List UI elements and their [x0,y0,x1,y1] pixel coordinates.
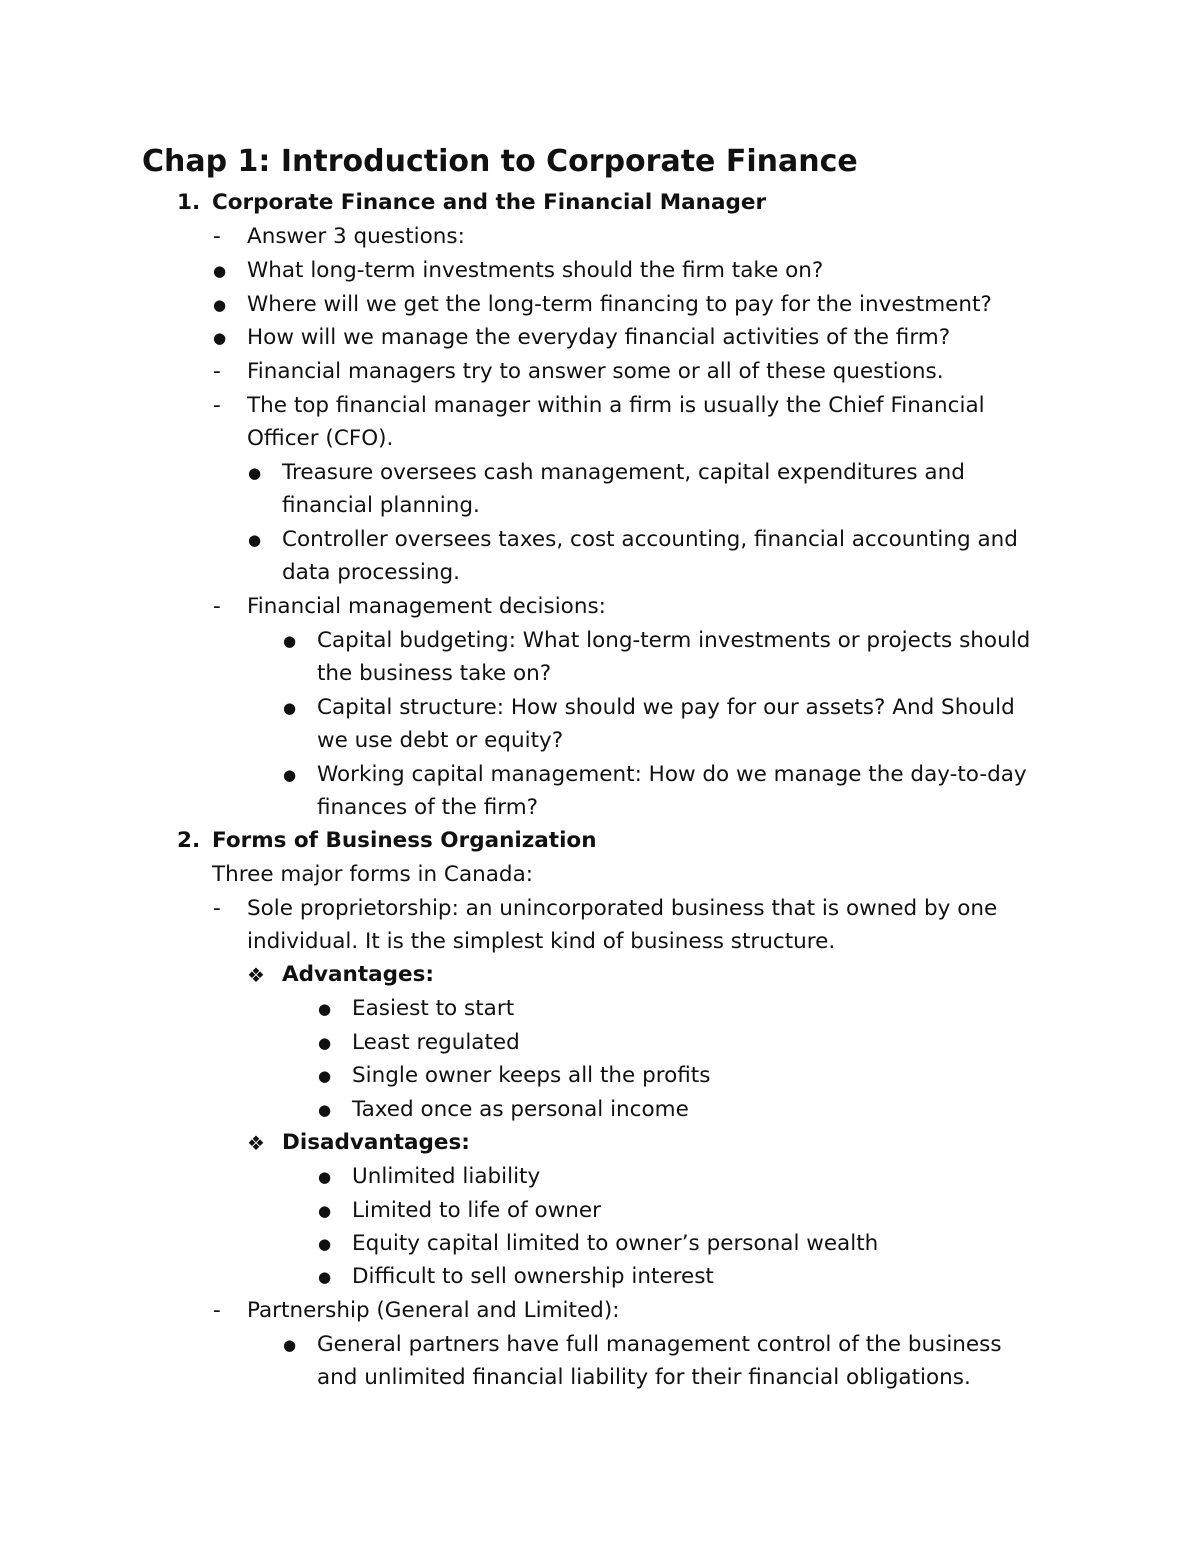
bullet-marker: ● [248,531,262,549]
list-item-continuation: finances of the firm? [317,795,539,820]
bullet-marker: ● [318,1000,332,1018]
list-item: Financial management decisions: [247,594,606,619]
list-item: Answer 3 questions: [247,224,465,249]
bullet-marker: ● [248,464,262,482]
list-item: Unlimited liability [352,1164,541,1189]
bullet-marker: ● [283,699,297,717]
bullet-marker: ● [283,632,297,650]
list-item: Easiest to start [352,996,515,1021]
diamond-marker-icon: ❖ [247,1131,265,1155]
list-item: Partnership (General and Limited): [247,1298,620,1323]
bullet-marker: ● [318,1268,332,1286]
section-2-intro: Three major forms in Canada: [212,862,533,887]
dash-marker: - [213,224,221,249]
list-item: Equity capital limited to owner’s personal wealth [352,1231,879,1256]
list-item: What long-term investments should the firm take on? [247,258,824,283]
bullet-marker: ● [213,296,227,314]
dash-marker: - [213,1298,221,1323]
list-item-continuation: financial planning. [282,493,480,518]
diamond-marker-icon: ❖ [247,963,265,987]
list-item: Sole proprietorship: an unincorporated business that is owned by one [247,896,998,921]
bullet-marker: ● [318,1034,332,1052]
list-item-continuation: data processing. [282,560,460,585]
bullet-marker: ● [318,1168,332,1186]
section-1-number: 1. [177,190,201,215]
bullet-marker: ● [213,262,227,280]
section-2-heading: Forms of Business Organization [212,828,597,853]
list-item-continuation: individual. It is the simplest kind of business structure. [247,929,836,954]
advantages-heading: Advantages: [282,962,435,987]
bullet-marker: ● [283,1336,297,1354]
dash-marker: - [213,896,221,921]
list-item: How will we manage the everyday financial activities of the firm? [247,325,951,350]
bullet-marker: ● [318,1202,332,1220]
list-item: Working capital management: How do we manage the day-to-day [317,762,1027,787]
list-item: Financial managers try to answer some or all of these questions. [247,359,944,384]
list-item: Where will we get the long-term financing to pay for the investment? [247,292,992,317]
dash-marker: - [213,594,221,619]
page-title: Chap 1: Introduction to Corporate Finance [142,144,858,179]
bullet-marker: ● [318,1067,332,1085]
list-item-continuation: and unlimited financial liability for their financial obligations. [317,1365,971,1390]
list-item: Single owner keeps all the profits [352,1063,711,1088]
list-item: General partners have full management control of the business [317,1332,1002,1357]
section-1-heading: Corporate Finance and the Financial Manager [212,190,767,215]
dash-marker: - [213,393,221,418]
list-item: Limited to life of owner [352,1198,601,1223]
bullet-marker: ● [283,766,297,784]
list-item: Capital structure: How should we pay for our assets? And Should [317,695,1015,720]
list-item: Difficult to sell ownership interest [352,1264,714,1289]
bullet-marker: ● [318,1235,332,1253]
list-item: Taxed once as personal income [352,1097,689,1122]
bullet-marker: ● [318,1101,332,1119]
section-2-number: 2. [177,828,201,853]
disadvantages-heading: Disadvantages: [282,1130,470,1155]
list-item: Controller oversees taxes, cost accounting, financial accounting and [282,527,1018,552]
dash-marker: - [213,359,221,384]
list-item: Capital budgeting: What long-term investments or projects should [317,628,1031,653]
list-item-continuation: the business take on? [317,661,552,686]
list-item-continuation: Officer (CFO). [247,426,394,451]
bullet-marker: ● [213,329,227,347]
list-item: The top financial manager within a firm is usually the Chief Financial [247,393,985,418]
list-item: Least regulated [352,1030,520,1055]
list-item: Treasure oversees cash management, capital expenditures and [282,460,965,485]
list-item-continuation: we use debt or equity? [317,728,564,753]
